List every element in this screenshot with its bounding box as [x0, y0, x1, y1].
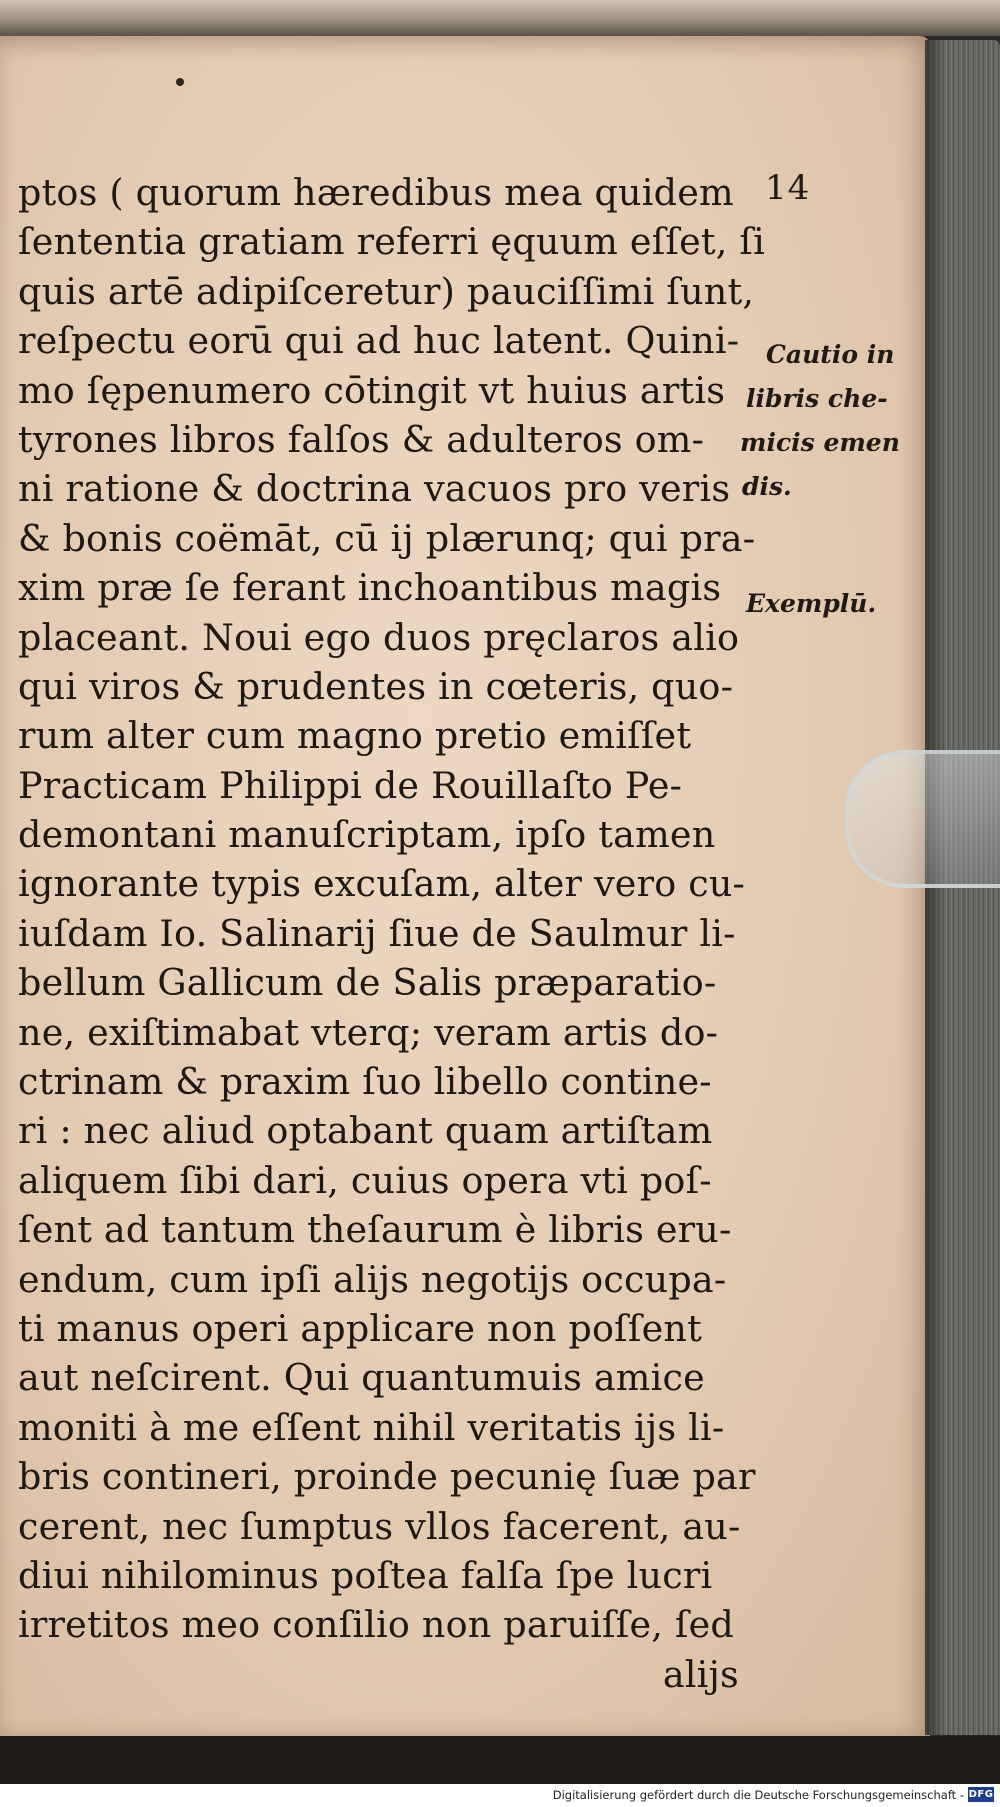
- footer-credit: Digitalisierung gefördert durch die Deutsche Forschungsgemeinschaft -: [552, 1788, 964, 1802]
- book-top-edge: [0, 0, 1000, 36]
- text-line: reſpectu eorū qui ad huc latent. Quini-: [18, 319, 740, 363]
- margin-note-line: dis.: [742, 472, 792, 501]
- text-line: diui nihilominus poſtea falſa ſpe lucri: [18, 1553, 713, 1597]
- text-line: & bonis coëmāt, cū ij plærunq; qui pra-: [18, 516, 756, 560]
- text-line: bellum Gallicum de Salis præparatio-: [18, 961, 717, 1005]
- text-line: aut neſcirent. Qui quantumuis amice: [18, 1356, 705, 1400]
- text-line: moniti à me eſſent nihil veritatis ijs li-: [18, 1405, 725, 1449]
- text-line: quis artē adipiſceretur) pauciſſimi ſunt,: [18, 269, 755, 313]
- text-line: ptos ( quorum hæredibus mea quidem: [18, 171, 734, 214]
- dfg-logo: DFG: [968, 1789, 994, 1800]
- text-line: cerent, nec ſumptus vllos facerent, au-: [18, 1504, 741, 1548]
- text-line: ſent ad tantum theſaurum è libris eru-: [18, 1208, 732, 1252]
- margin-note-line: micis emen: [740, 428, 900, 457]
- text-line: Practicam Philippi de Rouillaſto Pe-: [18, 763, 683, 807]
- text-line: mo ſępenumero cōtingit vt huius artis: [18, 368, 726, 412]
- text-line: endum, cum ipſi alijs negotijs occupa-: [18, 1257, 727, 1301]
- catchword: alijs: [662, 1652, 739, 1696]
- text-line: irretitos meo conſilio non paruiſſe, ſed: [18, 1603, 734, 1647]
- text-line: ſententia gratiam referri ęquum eſſet, ſi: [18, 220, 765, 264]
- margin-note-cautio: [738, 333, 900, 509]
- ink-dot: [176, 78, 184, 86]
- text-line: rum alter cum magno pretio emiſſet: [18, 714, 692, 758]
- footer-bar: [0, 1784, 1000, 1807]
- text-line: ignorante typis excuſam, alter vero cu-: [18, 862, 746, 906]
- text-line: ti manus operi applicare non poſſent: [18, 1306, 702, 1350]
- margin-note-line: libris che-: [746, 384, 888, 413]
- text-line: tyrones libros falſos & adulteros om-: [18, 417, 705, 461]
- margin-note-line: Cautio in: [766, 340, 895, 369]
- text-line: ri : nec aliud optabant quam artiſtam: [18, 1109, 713, 1153]
- text-line: xim præ ſe ferant inchoantibus magis: [18, 566, 722, 610]
- text-line: ne, exiſtimabat vterq; veram artis do-: [18, 1010, 719, 1054]
- page-clip: [845, 750, 1000, 888]
- text-line: bris contineri, proinde pecunię ſuæ par: [18, 1455, 756, 1499]
- page-number: 14: [765, 168, 811, 208]
- text-line: aliquem ſibi dari, cuius opera vti poſ-: [18, 1158, 712, 1202]
- text-line: iuſdam Io. Salinarij ſiue de Saulmur li-: [18, 911, 736, 955]
- book-bottom-edge: [0, 1736, 1000, 1784]
- text-line: qui viros & prudentes in cœteris, quo-: [18, 664, 734, 708]
- text-line: demontani manuſcriptam, ipſo tamen: [18, 813, 716, 857]
- text-line: ctrinam & praxim ſuo libello contine-: [18, 1060, 712, 1104]
- margin-note-line: Exemplū.: [746, 589, 877, 618]
- margin-note-exemplum: [746, 582, 896, 626]
- text-line: placeant. Noui ego duos pręclaros alio: [18, 615, 740, 659]
- text-line: ni ratione & doctrina vacuos pro veris: [18, 467, 731, 511]
- body-text: [18, 168, 765, 1699]
